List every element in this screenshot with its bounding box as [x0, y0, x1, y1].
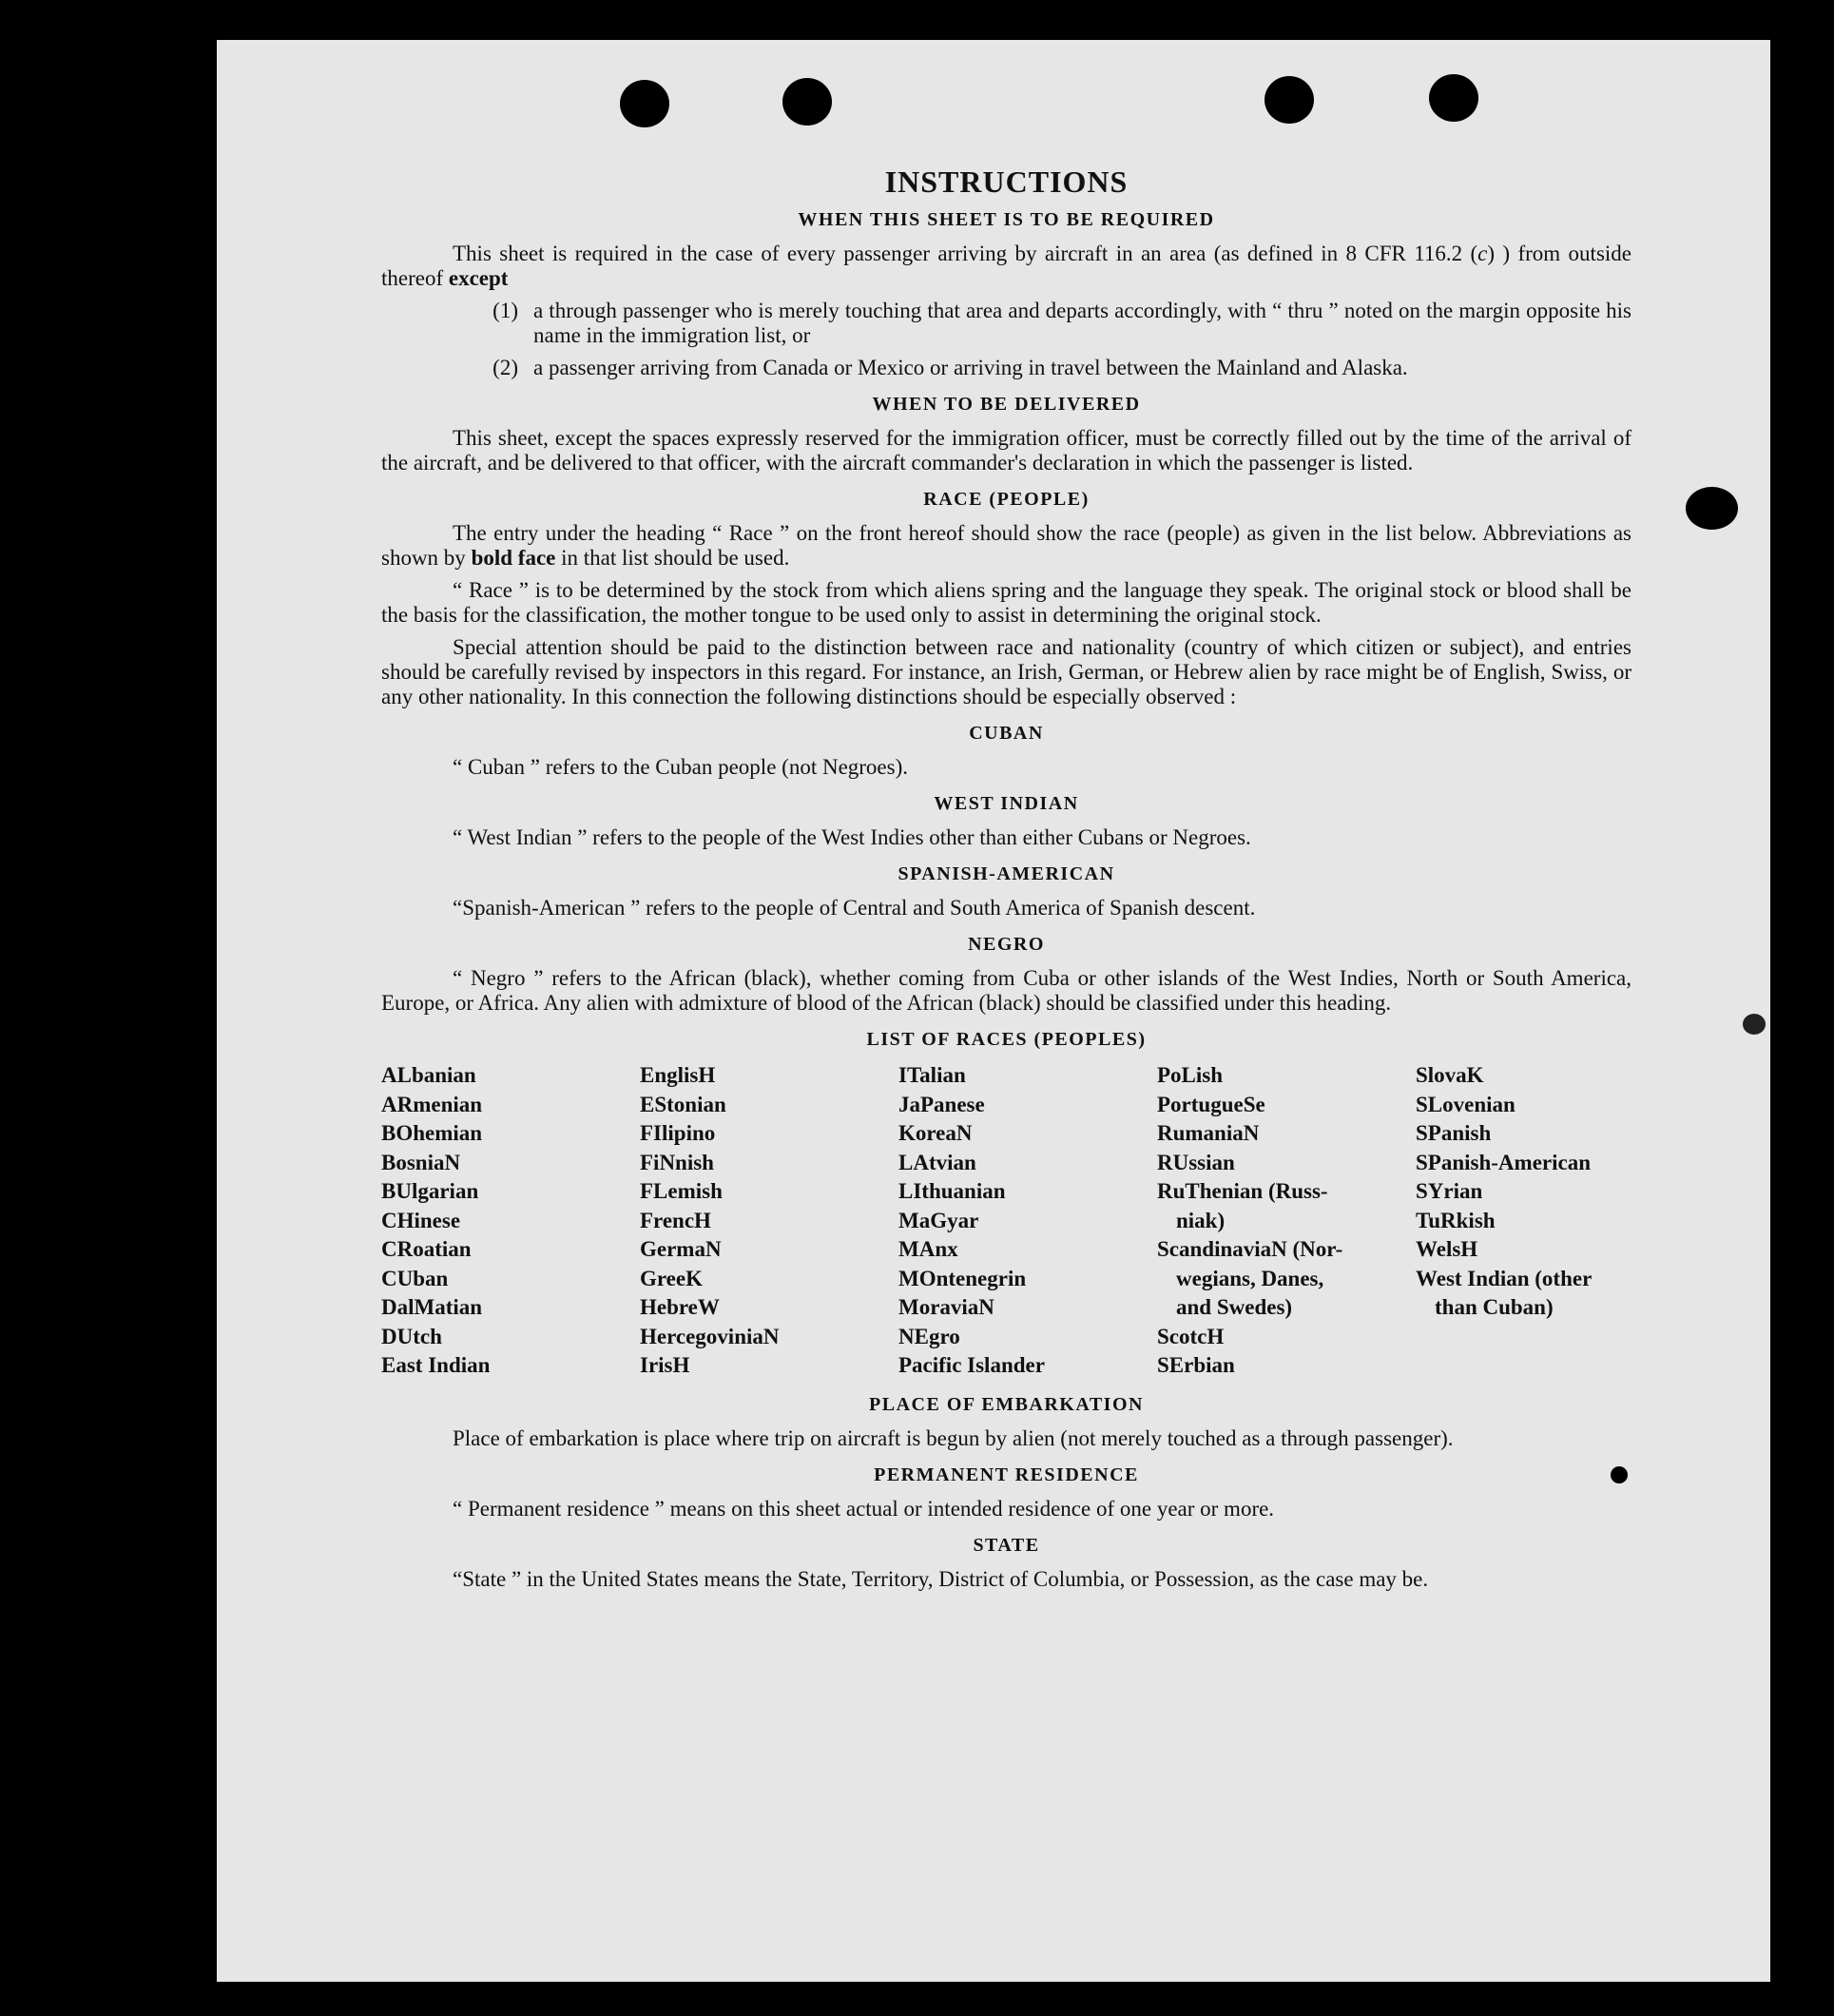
race-entry: GreeK	[640, 1266, 703, 1290]
race-paragraph-3: Special attention should be paid to the distinction between race and nationality (country of which citizen or subject), and entries should be carefully revised by inspectors in this regard. For instance, an Irish, German, or Hebrew alien by race might be of English, Swiss, or any other nationality. In this connection the following distinctions should be especially observed :	[381, 635, 1631, 708]
races-column	[1416, 1061, 1631, 1381]
race-entry: EnglisH	[640, 1063, 716, 1087]
required-intro-except: except	[448, 266, 509, 290]
race-p1a: The entry under the heading “ Race ” on the front hereof should show the race (people) as given in the list below. Abbreviations as shown by	[381, 521, 1631, 570]
race-entry: ScandinaviaN (Nor-	[1157, 1237, 1343, 1261]
race-entry: HercegoviniaN	[640, 1324, 780, 1348]
races-column	[640, 1061, 898, 1381]
race-entry: niak)	[1176, 1208, 1226, 1232]
exception-item	[381, 299, 1631, 348]
race-entry: RuThenian (Russ-	[1157, 1179, 1328, 1203]
race-entry: DalMatian	[381, 1295, 483, 1319]
section-heading-state: STATE	[973, 1534, 1040, 1556]
race-entry: JaPanese	[898, 1092, 985, 1116]
exception-text: a through passenger who is merely touching that area and departs accordingly, with “ thru ” noted on the margin opposite his name in the immigration list, or	[533, 299, 1631, 347]
delivered-text: This sheet, except the spaces expressly reserved for the immigration officer, must be correctly filled out by the time of the arrival of the aircraft, and be delivered to that officer, with the aircraft commander's declaration in which the passenger is listed.	[381, 426, 1631, 475]
cuban-text: “ Cuban ” refers to the Cuban people (not Negroes).	[453, 755, 909, 779]
punch-hole	[1264, 76, 1314, 124]
required-intro-b: ) ) from outside thereof	[381, 242, 1631, 290]
required-intro-a: This sheet is required in the case of every passenger arriving by aircraft in an area (as defined in 8 CFR 116.2 (	[453, 242, 1478, 265]
race-entry: CUban	[381, 1266, 449, 1290]
race-entry: SPanish	[1416, 1121, 1492, 1145]
exception-text: a passenger arriving from Canada or Mexico or arriving in travel between the Mainland and Alaska.	[533, 356, 1408, 379]
race-entry: IrisH	[640, 1353, 690, 1377]
section-heading-race: RACE (PEOPLE)	[923, 489, 1090, 510]
section-heading-cuban: CUBAN	[969, 723, 1044, 744]
required-intro-c: c	[1477, 242, 1488, 265]
race-entry: ARmenian	[381, 1092, 483, 1116]
race-entry: BosniaN	[381, 1150, 461, 1174]
race-p1b: bold face	[471, 546, 556, 570]
spanish-american-text: “Spanish-American ” refers to the people of Central and South America of Spanish descent.	[453, 896, 1256, 920]
race-entry: SlovaK	[1416, 1063, 1484, 1087]
race-entry: SYrian	[1416, 1179, 1483, 1203]
race-entry: Pacific Islander	[898, 1353, 1045, 1377]
embarkation-text: Place of embarkation is place where trip on aircraft is begun by alien (not merely touched as a through passenger).	[453, 1425, 1454, 1450]
race-entry: LAtvian	[898, 1150, 976, 1174]
races-column	[381, 1061, 640, 1381]
race-entry: SErbian	[1157, 1353, 1235, 1377]
race-entry: RUssian	[1157, 1150, 1235, 1174]
section-heading-required: WHEN THIS SHEET IS TO BE REQUIRED	[798, 209, 1215, 230]
race-entry: East Indian	[381, 1353, 491, 1377]
exception-number: (2)	[492, 356, 518, 379]
race-entry: DUtch	[381, 1324, 442, 1348]
section-heading-negro: NEGRO	[968, 934, 1045, 955]
negro-text: “ Negro ” refers to the African (black), whether coming from Cuba or other islands of the West Indies, North or South America, Europe, or Africa. Any alien with admixture of blood of the African (black) should be classified under this heading.	[381, 966, 1631, 1015]
race-entry: WelsH	[1416, 1237, 1478, 1261]
race-entry: and Swedes)	[1176, 1295, 1293, 1319]
section-heading-delivered: WHEN TO BE DELIVERED	[872, 394, 1141, 415]
race-entry: HebreW	[640, 1295, 720, 1319]
race-entry: FrencH	[640, 1208, 711, 1232]
race-entry: MOntenegrin	[898, 1266, 1027, 1290]
race-entry: West Indian (other	[1416, 1266, 1593, 1290]
race-entry: NEgro	[898, 1324, 960, 1348]
exception-item	[381, 356, 1631, 380]
punch-hole	[782, 78, 832, 126]
race-entry: than Cuban)	[1435, 1295, 1554, 1319]
race-entry: CHinese	[381, 1208, 461, 1232]
race-entry: SLovenian	[1416, 1092, 1515, 1116]
race-entry: MoraviaN	[898, 1295, 994, 1319]
race-entry: GermaN	[640, 1237, 722, 1261]
race-p1c: in that list should be used.	[555, 546, 790, 570]
race-entry: TuRkish	[1416, 1208, 1496, 1232]
race-entry: MAnx	[898, 1237, 958, 1261]
race-paragraph-2: “ Race ” is to be determined by the stock from which aliens spring and the language they speak. The original stock or blood shall be the basis for the classification, the mother tongue to be used only to assist in determining the original stock.	[381, 578, 1631, 627]
section-heading-spanish-american: SPANISH-AMERICAN	[898, 863, 1115, 884]
race-entry: ITalian	[898, 1063, 966, 1087]
races-list	[381, 1061, 1631, 1381]
ink-blot	[1743, 1014, 1766, 1035]
races-column	[1157, 1061, 1416, 1381]
section-heading-embarkation: PLACE OF EMBARKATION	[869, 1393, 1144, 1415]
required-intro	[381, 242, 1631, 291]
race-entry: FIlipino	[640, 1121, 716, 1145]
race-entry: ALbanian	[381, 1063, 476, 1087]
west-indian-text: “ West Indian ” refers to the people of the West Indies other than either Cubans or Negroes.	[453, 825, 1251, 849]
state-text: “State ” in the United States means the State, Territory, District of Columbia, or Possession, as the case may be.	[453, 1566, 1429, 1591]
race-entry: LIthuanian	[898, 1179, 1006, 1203]
race-entry: KoreaN	[898, 1121, 973, 1145]
section-heading-list: LIST OF RACES (PEOPLES)	[866, 1029, 1147, 1050]
page-title: INSTRUCTIONS	[884, 165, 1129, 199]
race-entry: FLemish	[640, 1179, 723, 1203]
exception-number: (1)	[492, 299, 518, 322]
races-column	[898, 1061, 1157, 1381]
residence-text: “ Permanent residence ” means on this sheet actual or intended residence of one year or more.	[453, 1496, 1275, 1521]
ink-blot	[1686, 487, 1738, 530]
race-entry: EStonian	[640, 1092, 726, 1116]
race-paragraph-1	[381, 521, 1631, 571]
race-entry: BOhemian	[381, 1121, 483, 1145]
instructions-body	[381, 165, 1631, 1599]
section-heading-west-indian: WEST INDIAN	[934, 793, 1079, 814]
section-heading-residence: PERMANENT RESIDENCE	[874, 1464, 1139, 1485]
punch-hole	[1429, 74, 1478, 122]
punch-hole	[620, 80, 669, 127]
document-page	[217, 40, 1770, 1982]
race-entry: PortugueSe	[1157, 1092, 1265, 1116]
race-entry: CRoatian	[381, 1237, 472, 1261]
race-entry: RumaniaN	[1157, 1121, 1260, 1145]
race-entry: MaGyar	[898, 1208, 979, 1232]
race-entry: PoLish	[1157, 1063, 1224, 1087]
race-entry: ScotcH	[1157, 1324, 1225, 1348]
race-entry: SPanish-American	[1416, 1150, 1591, 1174]
race-entry: wegians, Danes,	[1176, 1266, 1324, 1290]
race-entry: BUlgarian	[381, 1179, 479, 1203]
race-entry: FiNnish	[640, 1150, 714, 1174]
